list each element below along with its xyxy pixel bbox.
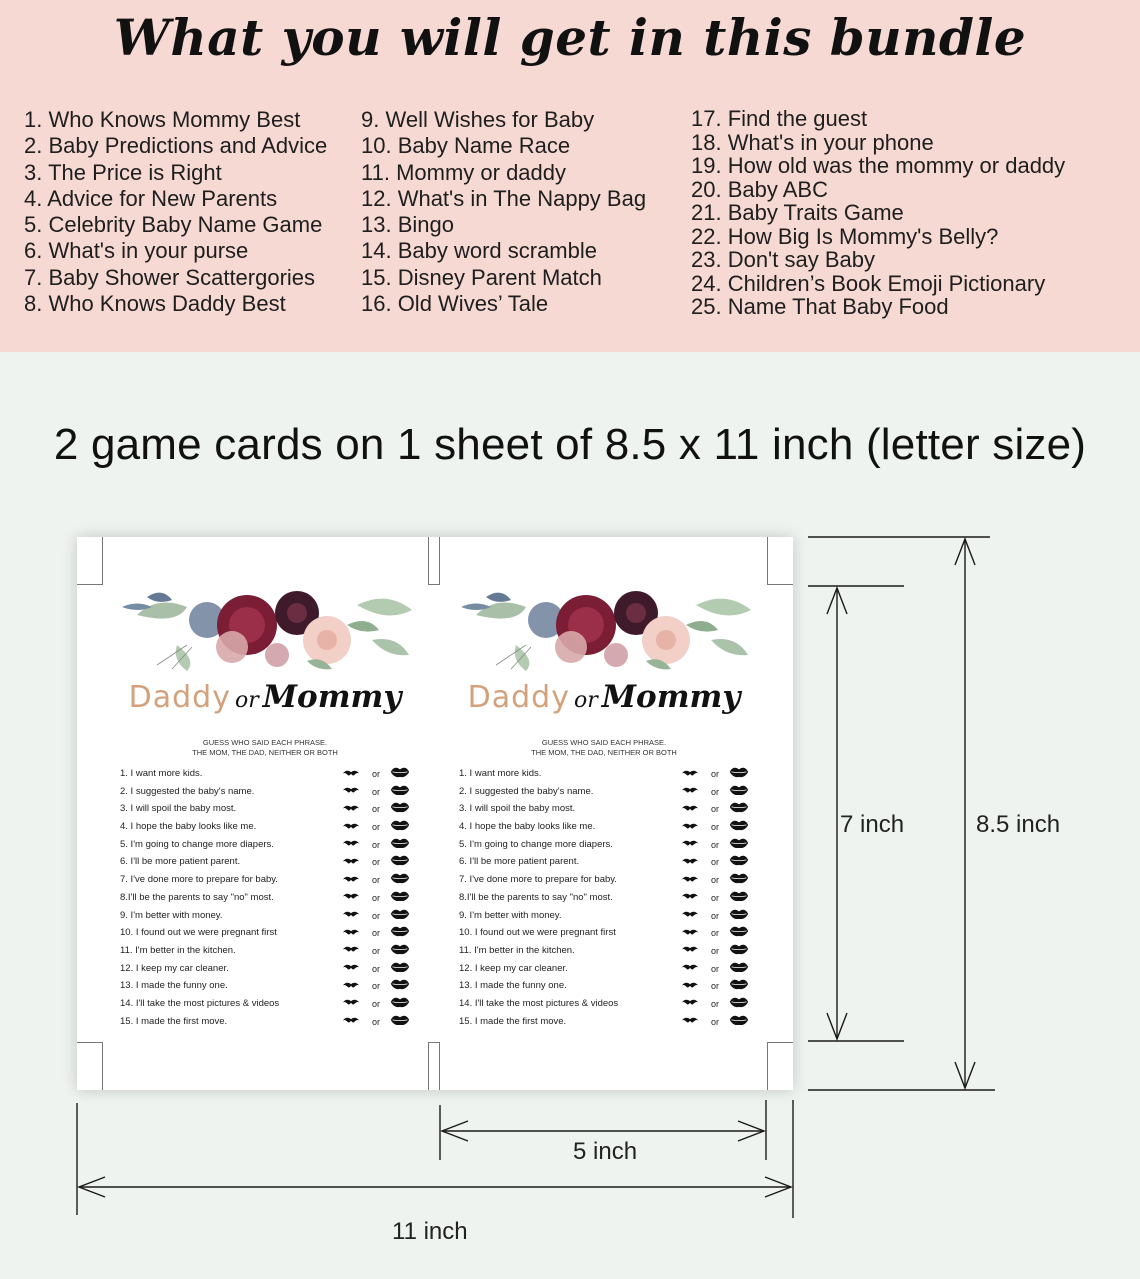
or-label: or bbox=[372, 875, 381, 886]
bundle-item: 9. Well Wishes for Baby bbox=[361, 107, 595, 132]
or-label: or bbox=[372, 892, 381, 903]
lips-icon bbox=[729, 872, 749, 884]
card-height-label: 7 inch bbox=[840, 811, 905, 838]
question-row bbox=[120, 837, 425, 855]
bundle-item: 6. What's in your purse bbox=[24, 238, 249, 264]
or-label: or bbox=[372, 928, 381, 939]
card-title-daddy: Daddy bbox=[467, 680, 570, 715]
lips-icon bbox=[390, 784, 410, 796]
question-text: 10. I found out we were pregnant first bbox=[459, 927, 616, 939]
card-instructions bbox=[95, 738, 435, 757]
lips-icon bbox=[390, 854, 410, 866]
card-title-daddy: Daddy bbox=[128, 680, 231, 715]
question-text: 13. I made the funny one. bbox=[120, 980, 228, 992]
question-row bbox=[120, 996, 425, 1014]
bundle-list-column-1 bbox=[24, 107, 327, 317]
lips-icon bbox=[390, 819, 410, 831]
bundle-item: 19. How old was the mommy or daddy bbox=[691, 153, 1066, 178]
or-label: or bbox=[372, 981, 381, 992]
or-label: or bbox=[372, 822, 381, 833]
lips-icon bbox=[390, 890, 410, 902]
lips-icon bbox=[729, 943, 749, 955]
floral-illustration bbox=[456, 585, 756, 671]
mustache-icon bbox=[342, 892, 360, 901]
or-label: or bbox=[372, 998, 381, 1009]
question-text: 13. I made the funny one. bbox=[459, 980, 567, 992]
question-row bbox=[120, 978, 425, 996]
bundle-item: 18. What's in your phone bbox=[691, 129, 934, 155]
question-row bbox=[120, 801, 425, 819]
bundle-item: 15. Disney Parent Match bbox=[361, 264, 602, 290]
lips-icon bbox=[729, 890, 749, 902]
mustache-icon bbox=[681, 839, 699, 848]
bundle-item: 13. Bingo bbox=[361, 212, 454, 238]
question-text: 10. I found out we were pregnant first bbox=[120, 927, 277, 939]
question-list bbox=[459, 766, 764, 1031]
mustache-icon bbox=[681, 998, 699, 1007]
question-text: 6. I'll be more patient parent. bbox=[459, 856, 580, 868]
bundle-item: 5. Celebrity Baby Name Game bbox=[24, 212, 323, 238]
question-text: 9. I'm better with money. bbox=[120, 909, 223, 921]
mustache-icon bbox=[681, 821, 699, 830]
bundle-item: 21. Baby Traits Game bbox=[691, 200, 904, 225]
or-label: or bbox=[372, 786, 381, 797]
question-row bbox=[459, 908, 764, 926]
lips-icon bbox=[729, 854, 749, 866]
or-label: or bbox=[711, 945, 720, 956]
mustache-icon bbox=[681, 927, 699, 936]
sheet-width-label: 11 inch bbox=[392, 1218, 468, 1245]
question-row bbox=[120, 766, 425, 784]
or-label: or bbox=[711, 804, 720, 815]
bundle-header bbox=[0, 0, 1140, 352]
question-row bbox=[459, 890, 764, 908]
mustache-icon bbox=[681, 786, 699, 795]
mustache-icon bbox=[681, 1016, 699, 1025]
or-label: or bbox=[711, 1016, 720, 1027]
bundle-item: 20. Baby ABC bbox=[691, 176, 828, 202]
lips-icon bbox=[729, 766, 749, 778]
or-label: or bbox=[711, 822, 720, 833]
lips-icon bbox=[729, 837, 749, 849]
or-label: or bbox=[372, 769, 381, 779]
bundle-item: 14. Baby word scramble bbox=[361, 238, 597, 264]
question-text: 2. I suggested the baby's name. bbox=[459, 785, 594, 797]
lips-icon bbox=[390, 978, 410, 990]
question-row bbox=[459, 996, 764, 1014]
letter-sheet-preview bbox=[77, 537, 793, 1090]
or-label: or bbox=[711, 981, 720, 992]
question-text: 3. I will spoil the baby most. bbox=[120, 803, 237, 815]
question-text: 7. I've done more to prepare for baby. bbox=[459, 874, 617, 886]
bundle-item: 12. What's in The Nappy Bag bbox=[361, 185, 647, 211]
question-row bbox=[459, 925, 764, 943]
or-label: or bbox=[711, 857, 720, 868]
mustache-icon bbox=[681, 768, 699, 777]
question-row bbox=[459, 819, 764, 837]
lips-icon bbox=[390, 766, 410, 778]
bundle-item: 17. Find the guest bbox=[691, 106, 868, 131]
mustache-icon bbox=[342, 910, 360, 919]
lips-icon bbox=[390, 801, 410, 813]
mustache-icon bbox=[681, 963, 699, 972]
lips-icon bbox=[729, 978, 749, 990]
question-text: 14. I'll take the most pictures & videos bbox=[459, 997, 619, 1009]
card-title-or: or bbox=[573, 688, 598, 713]
or-label: or bbox=[711, 963, 720, 974]
card-instructions-line-1: GUESS WHO SAID EACH PHRASE. bbox=[541, 738, 667, 747]
bundle-item: 4. Advice for New Parents bbox=[24, 185, 278, 211]
mustache-icon bbox=[681, 945, 699, 954]
question-row bbox=[120, 943, 425, 961]
card-instructions bbox=[434, 738, 774, 757]
question-text: 11. I'm better in the kitchen. bbox=[120, 944, 236, 956]
lips-icon bbox=[390, 872, 410, 884]
question-text: 1. I want more kids. bbox=[120, 768, 203, 779]
lips-icon bbox=[729, 925, 749, 937]
question-row bbox=[459, 1014, 764, 1032]
game-card bbox=[434, 537, 774, 1090]
bundle-item: 1. Who Knows Mommy Best bbox=[24, 107, 301, 132]
or-label: or bbox=[372, 945, 381, 956]
bundle-item: 7. Baby Shower Scattergories bbox=[24, 264, 316, 290]
question-text: 8.I'll be the parents to say "no" most. bbox=[120, 891, 274, 903]
question-row bbox=[120, 872, 425, 890]
bundle-list-column-3 bbox=[691, 107, 1065, 319]
question-text: 15. I made the first move. bbox=[120, 1015, 228, 1027]
question-text: 8.I'll be the parents to say "no" most. bbox=[459, 891, 613, 903]
lips-icon bbox=[390, 1014, 410, 1026]
or-label: or bbox=[711, 998, 720, 1009]
mustache-icon bbox=[342, 874, 360, 883]
lips-icon bbox=[390, 837, 410, 849]
bundle-list-column-2 bbox=[361, 107, 646, 317]
card-title bbox=[95, 679, 435, 715]
lips-icon bbox=[729, 908, 749, 920]
game-card bbox=[95, 537, 435, 1090]
or-label: or bbox=[711, 875, 720, 886]
lips-icon bbox=[729, 961, 749, 973]
or-label: or bbox=[372, 1016, 381, 1027]
question-row bbox=[120, 819, 425, 837]
or-label: or bbox=[711, 769, 720, 779]
lips-icon bbox=[390, 908, 410, 920]
question-text: 4. I hope the baby looks like me. bbox=[459, 821, 596, 833]
mustache-icon bbox=[342, 998, 360, 1007]
question-row bbox=[120, 961, 425, 979]
question-text: 3. I will spoil the baby most. bbox=[459, 803, 576, 815]
mustache-icon bbox=[342, 980, 360, 989]
question-text: 12. I keep my car cleaner. bbox=[120, 962, 229, 974]
mustache-icon bbox=[342, 803, 360, 812]
mustache-icon bbox=[342, 856, 360, 865]
mustache-icon bbox=[342, 821, 360, 830]
bundle-item: 24. Children’s Book Emoji Pictionary bbox=[691, 270, 1046, 296]
or-label: or bbox=[711, 786, 720, 797]
sheet-height-label: 8.5 inch bbox=[976, 811, 1061, 838]
or-label: or bbox=[372, 804, 381, 815]
lips-icon bbox=[729, 801, 749, 813]
mustache-icon bbox=[342, 1016, 360, 1025]
card-title-mommy: Mommy bbox=[601, 679, 741, 715]
question-text: 11. I'm better in the kitchen. bbox=[459, 944, 575, 956]
question-row bbox=[459, 784, 764, 802]
lips-icon bbox=[729, 819, 749, 831]
question-text: 6. I'll be more patient parent. bbox=[120, 856, 241, 868]
mustache-icon bbox=[681, 892, 699, 901]
question-row bbox=[459, 943, 764, 961]
or-label: or bbox=[711, 839, 720, 850]
or-label: or bbox=[372, 963, 381, 974]
question-text: 15. I made the first move. bbox=[459, 1015, 567, 1027]
lips-icon bbox=[390, 996, 410, 1008]
or-label: or bbox=[372, 910, 381, 921]
bundle-item: 23. Don't say Baby bbox=[691, 247, 875, 272]
bundle-item: 2. Baby Predictions and Advice bbox=[24, 133, 328, 159]
question-list bbox=[120, 766, 425, 1031]
card-instructions-line-2: THE MOM, THE DAD, NEITHER OR BOTH bbox=[192, 747, 338, 757]
question-text: 4. I hope the baby looks like me. bbox=[120, 821, 257, 833]
mustache-icon bbox=[681, 910, 699, 919]
card-instructions-line-1: GUESS WHO SAID EACH PHRASE. bbox=[202, 738, 328, 747]
question-text: 12. I keep my car cleaner. bbox=[459, 962, 568, 974]
bundle-item: 25. Name That Baby Food bbox=[691, 294, 949, 319]
lips-icon bbox=[390, 925, 410, 937]
card-width-label: 5 inch bbox=[573, 1138, 638, 1165]
bundle-item: 16. Old Wives’ Tale bbox=[361, 291, 549, 317]
question-text: 5. I'm going to change more diapers. bbox=[459, 838, 613, 850]
or-label: or bbox=[711, 892, 720, 903]
card-title bbox=[434, 679, 774, 715]
question-text: 7. I've done more to prepare for baby. bbox=[120, 874, 278, 886]
card-instructions-line-2: THE MOM, THE DAD, NEITHER OR BOTH bbox=[531, 747, 677, 757]
lips-icon bbox=[729, 996, 749, 1008]
mustache-icon bbox=[681, 874, 699, 883]
card-title-mommy: Mommy bbox=[262, 679, 402, 715]
mustache-icon bbox=[342, 768, 360, 777]
bundle-item: 22. How Big Is Mommy's Belly? bbox=[691, 223, 999, 249]
mustache-icon bbox=[681, 980, 699, 989]
question-row bbox=[120, 784, 425, 802]
question-row bbox=[459, 837, 764, 855]
or-label: or bbox=[711, 910, 720, 921]
question-row bbox=[459, 961, 764, 979]
bundle-item: 10. Baby Name Race bbox=[361, 133, 571, 159]
mustache-icon bbox=[681, 803, 699, 812]
card-title-or: or bbox=[234, 688, 259, 713]
sheet-caption: 2 game cards on 1 sheet of 8.5 x 11 inch (letter size) bbox=[53, 420, 1087, 469]
mustache-icon bbox=[342, 786, 360, 795]
lips-icon bbox=[390, 961, 410, 973]
bundle-item: 11. Mommy or daddy bbox=[361, 159, 567, 185]
or-label: or bbox=[711, 928, 720, 939]
lips-icon bbox=[729, 1014, 749, 1026]
question-text: 2. I suggested the baby's name. bbox=[120, 785, 255, 797]
question-row bbox=[120, 908, 425, 926]
question-row bbox=[120, 925, 425, 943]
question-row bbox=[459, 766, 764, 784]
or-label: or bbox=[372, 857, 381, 868]
bundle-item: 3. The Price is Right bbox=[24, 159, 222, 185]
mustache-icon bbox=[342, 963, 360, 972]
mustache-icon bbox=[342, 945, 360, 954]
bundle-item: 8. Who Knows Daddy Best bbox=[24, 291, 286, 317]
question-text: 14. I'll take the most pictures & videos bbox=[120, 997, 280, 1009]
question-row bbox=[120, 1014, 425, 1032]
or-label: or bbox=[372, 839, 381, 850]
question-row bbox=[459, 854, 764, 872]
lips-icon bbox=[729, 784, 749, 796]
mustache-icon bbox=[342, 839, 360, 848]
mustache-icon bbox=[342, 927, 360, 936]
mustache-icon bbox=[681, 856, 699, 865]
question-text: 9. I'm better with money. bbox=[459, 909, 562, 921]
question-row bbox=[459, 801, 764, 819]
question-row bbox=[120, 854, 425, 872]
question-row bbox=[120, 890, 425, 908]
question-row bbox=[459, 872, 764, 890]
question-text: 5. I'm going to change more diapers. bbox=[120, 838, 274, 850]
question-text: 1. I want more kids. bbox=[459, 768, 542, 779]
floral-illustration bbox=[117, 585, 417, 671]
question-row bbox=[459, 978, 764, 996]
lips-icon bbox=[390, 943, 410, 955]
bundle-title: What you will get in this bundle bbox=[113, 8, 1027, 67]
